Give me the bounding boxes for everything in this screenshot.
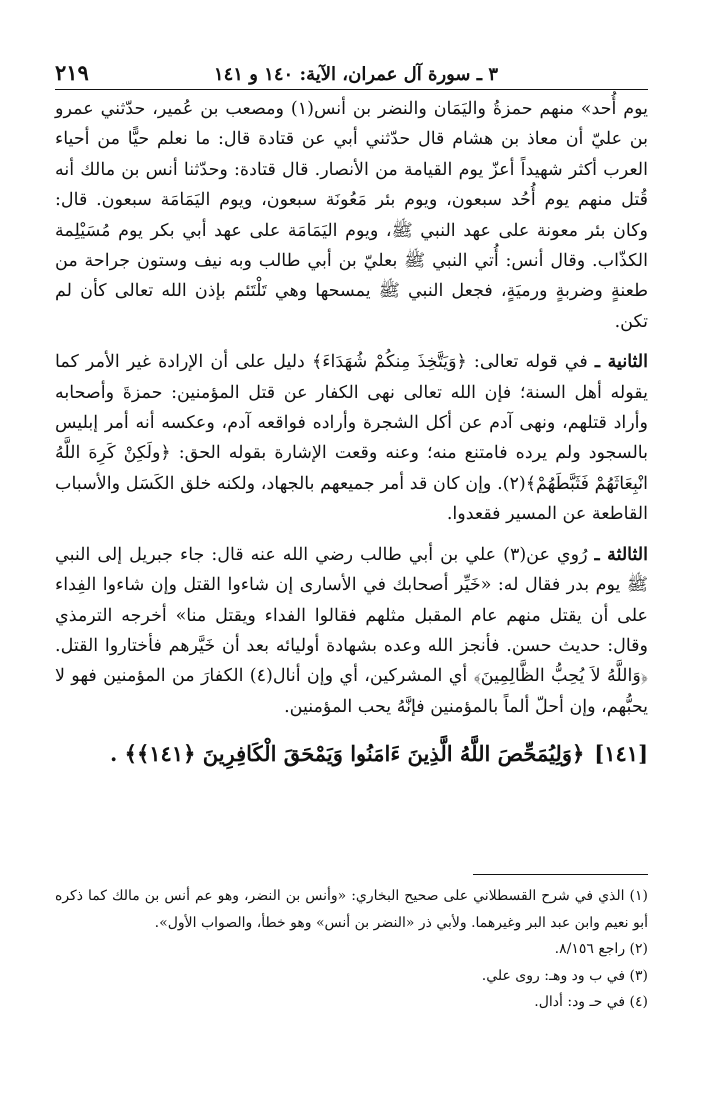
paragraph — [55, 94, 648, 337]
footnote: (٣) في ب ود وهـ: روى علي. — [481, 967, 648, 984]
page-header — [55, 55, 648, 90]
footnotes — [55, 883, 648, 1016]
footnote: (٤) في حـ ود: أدال. — [534, 994, 648, 1010]
paragraph-text: في قوله تعالى: ﴿وَيَتَّخِذَ مِنكُمْ شُهَدَاءَ﴾ دليل على أن الإرادة غير الأمر كما يقوله أهل السنة؛ فإن الله تعالى نهى الكفار عن قتل المؤمنين: حمزةَ وأصحابه وأراد قتلهم، ونهى آدم عن أكل الشجرة وأراده فواقعه آدم، وعكسه أنه أمر إبليس بالسجود ولم يرده فامتنع منه؛ وعنه وقعت الإشارة بقوله الحق: ﴿ولَكِنْ كَرِهَ اللَّهُ انْبِعَاثَهُمْ فَثَبَّطَهُمْ﴾(٢). وإن كان قد أمر جميعهم بالجهاد، ولكنه خلق الكَسَل والأسباب القاطعة عن المسير فقعدوا. — [55, 352, 649, 525]
paragraph-lead: الثالثة ـ — [594, 544, 648, 565]
main-text — [55, 94, 648, 772]
paragraph-text: يوم أُحد» منهم حمزةُ واليَمَان والنضر بن أنس(١) ومصعب بن عُمير، حدّثني عمرو بن عليّ أن معاذ بن هشام قال حدّثني أبي عن قتادة قال: ما نعلم حيًّا من أحياء العرب أكثر شهيداً أعزّ يوم القيامة من الأنصار. قال قتادة: وحدّثنا أنس بن مالك أنه قُتل منهم يوم أُحُد سبعون، ويوم بئر مَعُونَة سبعون، ويوم اليَمَامَة سبعون. قال: وكان بئر معونة على عهد النبي ﷺ، ويوم اليَمَامَة على عهد أبي بكر يوم مُسَيْلِمة الكذّاب. وقال أنس: أُتي النبي ﷺ بعليّ بن أبي طالب وبه نيف وستون جراحة من طعنةٍ وضربةٍ ورميَةٍ، فجعل النبي ﷺ يمسحها وهي تَلْتَئم بإذن الله تعالى كأن لم تكن. — [55, 99, 649, 332]
paragraph — [55, 540, 648, 722]
verse-text: ﴿وَلِيُمَحِّصَ اللَّهُ الَّذِينَ ءَامَنُوا وَيَمْحَقَ الْكَافِرِينَ ﴿١٤١﴾﴾ . — [110, 741, 585, 767]
footnote: (٢) راجع ٨/١٥٦. — [554, 941, 648, 957]
paragraph-lead: الثانية ـ — [594, 352, 649, 373]
paragraph — [55, 347, 648, 529]
quran-verse — [55, 736, 648, 772]
paragraph-text: رُوي عن(٣) علي بن أبي طالب رضي الله عنه قال: جاء جبريل إلى النبي ﷺ يوم بدر فقال له: «خَيِّر أصحابك في الأسارى إن شاءوا القتل وإن شاءوا الفِداء على أن يقتل منهم عام المقبل مثلهم فقالوا الفداء ويقتل منا» أخرجه الترمذي وقال: حديث حسن. فأنجز الله وعده بشهادة أوليائه بعد أن خَيَّرهم فأختاروا القتل. ﴿وَاللَّهُ لاَ يُحِبُّ الظَّالِمِينَ﴾ أي المشركين، أي وإن أنال(٤) الكفارَ من المؤمنين فهو لا يحبُّهم، وإن أحلّ ألماً بالمؤمنين فإنَّهُ يحب المؤمنين. — [55, 544, 648, 717]
footnote: (١) الذي في شرح القسطلاني على صحيح البخاري: «وأنس بن النضر، وهو عم أنس بن مالك كما ذكره أبو نعيم وابن عبد البر وغيرهما. ولأبي ذر «النضر بن أنس» وهو خطأ، والصواب الأول». — [55, 888, 648, 931]
verse-number: [١٤١] — [594, 741, 648, 767]
footnote-divider — [473, 874, 648, 875]
page-number: ٢١٩ — [55, 60, 89, 85]
running-title: ٣ ـ سورة آل عمران، الآية: ١٤٠ و ١٤١ — [213, 64, 498, 85]
